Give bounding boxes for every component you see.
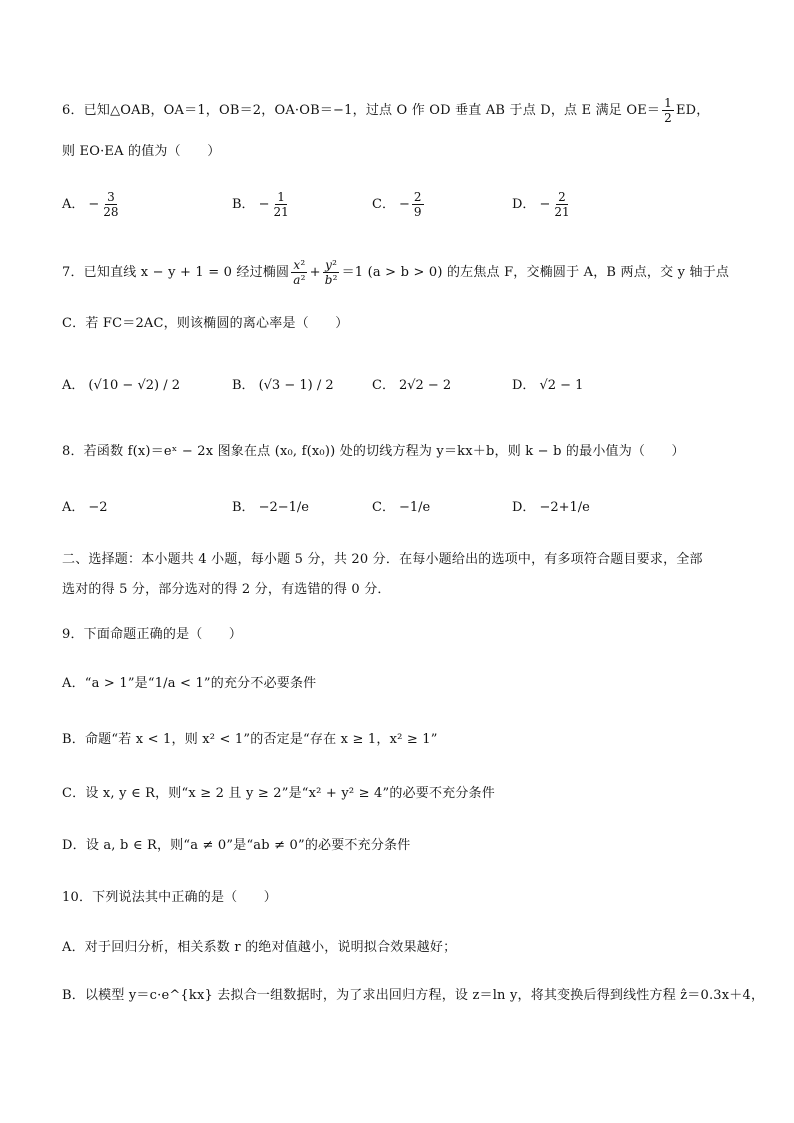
q8-option-b[interactable]: B． −2−1/e xyxy=(232,500,309,515)
q7-option-b[interactable]: B． (√3 − 1) / 2 xyxy=(232,378,334,393)
q7-line2: C．若 FC＝2AC，则该椭圆的离心率是（ ） xyxy=(62,316,349,331)
q7-option-a[interactable]: A． (√10 − √2) / 2 xyxy=(62,378,180,393)
q6-option-c[interactable]: C． − $\frac{2}{9}$ xyxy=(372,190,422,219)
q8-option-c[interactable]: C． −1/e xyxy=(372,500,431,515)
q9-stem: 9．下面命题正确的是（ ） xyxy=(62,627,243,642)
q9-option-c[interactable]: C．设 x, y ∈ R，则“x ≥ 2 且 y ≥ 2”是“x² + y² ≥ 4”的必要不充分条件 xyxy=(62,786,495,801)
q10-option-b[interactable]: B．以模型 y＝c·e^{kx} 去拟合一组数据时，为了求出回归方程，设 z＝ln y，将其变换后得到线性方程 ẑ＝0.3x＋4， xyxy=(62,988,765,1003)
q6-option-d[interactable]: D． − $\frac{2}{21}$ xyxy=(512,190,570,219)
q6-line1-tail: ED， xyxy=(675,103,710,118)
section2-line2: 选对的得 5 分，部分选对的得 2 分，有选错的得 0 分． xyxy=(62,582,391,597)
q7-ellipse-x-term: $\frac{\text{x²}}{\text{a²}}$ xyxy=(293,258,306,287)
q6-fraction: $\frac{1}{2}$ xyxy=(664,96,672,125)
q6-line2: 则 EO·EA 的值为（ ） xyxy=(62,144,221,159)
q7-option-c[interactable]: C． 2√2 − 2 xyxy=(372,378,452,393)
q7-ellipse-y-term: $\frac{\text{y²}}{\text{b²}}$ xyxy=(324,258,338,287)
q7-option-d[interactable]: D． √2 − 1 xyxy=(512,378,584,393)
q10-option-a[interactable]: A．对于回归分析，相关系数 r 的绝对值越小，说明拟合效果越好； xyxy=(62,940,457,955)
q8-option-a[interactable]: A． −2 xyxy=(62,500,108,515)
q9-option-d[interactable]: D．设 a, b ∈ R，则“a ≠ 0”是“ab ≠ 0”的必要不充分条件 xyxy=(62,838,411,853)
q6-option-b[interactable]: B． − $\frac{1}{21}$ xyxy=(232,190,289,219)
q9-option-a[interactable]: A．“a > 1”是“1/a < 1”的充分不必要条件 xyxy=(62,676,317,691)
q8-option-d[interactable]: D． −2+1/e xyxy=(512,500,590,515)
q9-option-b[interactable]: B．命题“若 x < 1，则 x² < 1”的否定是“存在 x ≥ 1，x² ≥ 1” xyxy=(62,732,438,747)
q7-line1: 7．已知直线 x − y + 1 = 0 经过椭圆 $\frac{\text{x²}}{\text{a²}}$ + $\frac{\text{y²}}{\text{b²}}$ ＝1 (a > b > 0) 的左焦点 F，交椭圆于 A，B 两点，交 y 轴于点 xyxy=(62,258,730,287)
section2-line1: 二、选择题：本小题共 4 小题，每小题 5 分，共 20 分．在每小题给出的选项中，有多项符合题目要求，全部 xyxy=(62,552,703,567)
q10-stem: 10．下列说法其中正确的是（ ） xyxy=(62,890,277,905)
q8-line1: 8．若函数 f(x)＝eˣ − 2x 图象在点 (x₀, f(x₀)) 处的切线方程为 y＝kx＋b，则 k − b 的最小值为（ ） xyxy=(62,444,685,459)
q6-line1-text: 6．已知△OAB，OA＝1，OB＝2，OA·OB＝−1，过点 O 作 OD 垂直 AB 于点 D，点 E 满足 OE＝ xyxy=(62,103,661,118)
q6-option-a[interactable]: A． − $\frac{3}{28}$ xyxy=(62,190,119,219)
q6-line1 xyxy=(62,96,709,125)
